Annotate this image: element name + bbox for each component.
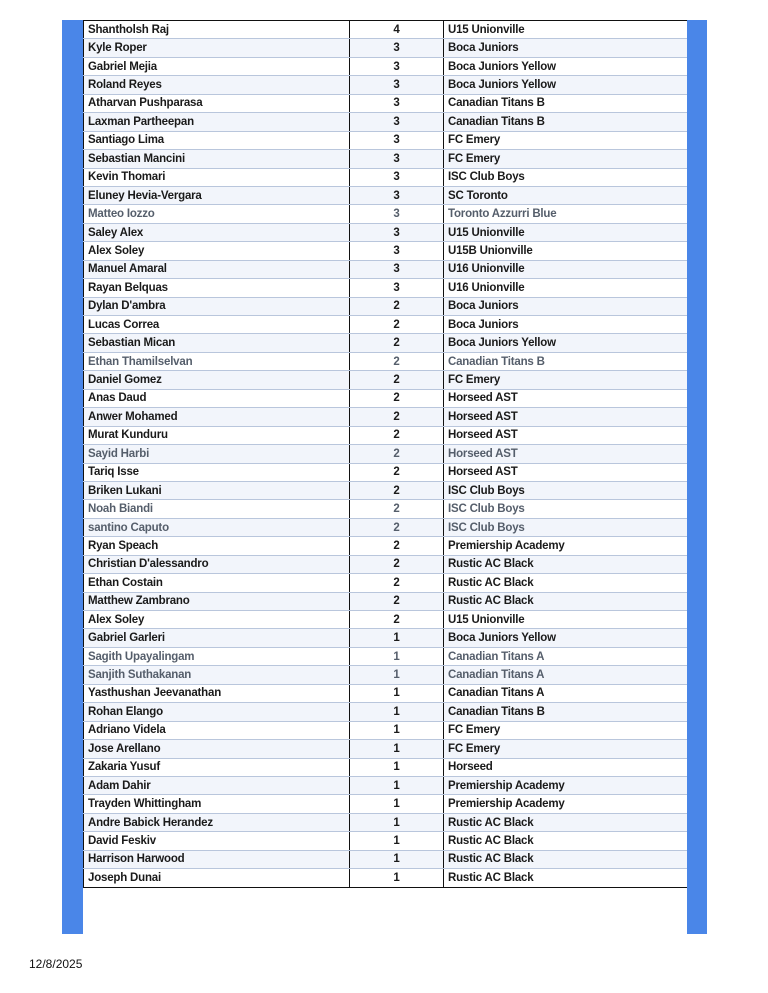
player-name-cell: Andre Babick Herandez xyxy=(84,813,350,831)
goals-cell: 2 xyxy=(350,445,444,463)
table-row xyxy=(84,832,688,850)
player-name-cell: Zakaria Yusuf xyxy=(84,758,350,776)
team-cell: Premiership Academy xyxy=(444,776,688,794)
table-row xyxy=(84,611,688,629)
player-name-cell: Anas Daud xyxy=(84,389,350,407)
goals-cell: 2 xyxy=(350,371,444,389)
table-row xyxy=(84,703,688,721)
team-cell: Boca Juniors Yellow xyxy=(444,76,688,94)
team-cell: U15 Unionville xyxy=(444,223,688,241)
player-name-cell: Shantholsh Raj xyxy=(84,21,350,39)
table-row xyxy=(84,647,688,665)
player-name-cell: Sagith Upayalingam xyxy=(84,647,350,665)
team-cell: U15B Unionville xyxy=(444,242,688,260)
team-cell: Boca Juniors xyxy=(444,39,688,57)
scorers-table-body xyxy=(84,21,688,888)
player-name-cell: Yasthushan Jeevanathan xyxy=(84,684,350,702)
team-cell: ISC Club Boys xyxy=(444,481,688,499)
goals-cell: 2 xyxy=(350,592,444,610)
team-cell: Horseed AST xyxy=(444,408,688,426)
table-row xyxy=(84,776,688,794)
table-row xyxy=(84,740,688,758)
player-name-cell: Sanjith Suthakanan xyxy=(84,666,350,684)
table-row xyxy=(84,279,688,297)
table-row xyxy=(84,758,688,776)
player-name-cell: Lucas Correa xyxy=(84,316,350,334)
table-row xyxy=(84,131,688,149)
player-name-cell: Matthew Zambrano xyxy=(84,592,350,610)
goals-cell: 3 xyxy=(350,186,444,204)
print-date: 12/8/2025 xyxy=(29,957,83,971)
goals-cell: 3 xyxy=(350,168,444,186)
table-row xyxy=(84,168,688,186)
goals-cell: 2 xyxy=(350,537,444,555)
goals-cell: 3 xyxy=(350,39,444,57)
goals-cell: 4 xyxy=(350,21,444,39)
player-name-cell: Joseph Dunai xyxy=(84,869,350,887)
table-row xyxy=(84,721,688,739)
team-cell: SC Toronto xyxy=(444,186,688,204)
table-row xyxy=(84,371,688,389)
table-row xyxy=(84,574,688,592)
table-row xyxy=(84,316,688,334)
player-name-cell: Noah Biandi xyxy=(84,500,350,518)
goals-cell: 1 xyxy=(350,666,444,684)
player-name-cell: Kyle Roper xyxy=(84,39,350,57)
table-row xyxy=(84,445,688,463)
player-name-cell: Sebastian Mican xyxy=(84,334,350,352)
player-name-cell: Harrison Harwood xyxy=(84,850,350,868)
player-name-cell: Santiago Lima xyxy=(84,131,350,149)
goals-cell: 2 xyxy=(350,463,444,481)
goals-cell: 2 xyxy=(350,334,444,352)
team-cell: Rustic AC Black xyxy=(444,555,688,573)
player-name-cell: Anwer Mohamed xyxy=(84,408,350,426)
team-cell: U16 Unionville xyxy=(444,279,688,297)
table-row xyxy=(84,463,688,481)
table-row xyxy=(84,297,688,315)
player-name-cell: Saley Alex xyxy=(84,223,350,241)
player-name-cell: Rohan Elango xyxy=(84,703,350,721)
team-cell: FC Emery xyxy=(444,131,688,149)
team-cell: ISC Club Boys xyxy=(444,168,688,186)
goals-cell: 1 xyxy=(350,832,444,850)
player-name-cell: Gabriel Garleri xyxy=(84,629,350,647)
table-row xyxy=(84,389,688,407)
table-row xyxy=(84,426,688,444)
player-name-cell: Eluney Hevia-Vergara xyxy=(84,186,350,204)
table-row xyxy=(84,113,688,131)
goals-cell: 1 xyxy=(350,629,444,647)
table-row xyxy=(84,666,688,684)
player-name-cell: Rayan Belquas xyxy=(84,279,350,297)
player-name-cell: Daniel Gomez xyxy=(84,371,350,389)
table-row xyxy=(84,813,688,831)
goals-cell: 3 xyxy=(350,260,444,278)
goals-cell: 2 xyxy=(350,297,444,315)
team-cell: FC Emery xyxy=(444,150,688,168)
player-name-cell: David Feskiv xyxy=(84,832,350,850)
team-cell: U16 Unionville xyxy=(444,260,688,278)
team-cell: Horseed xyxy=(444,758,688,776)
table-row xyxy=(84,684,688,702)
table-row xyxy=(84,223,688,241)
table-row xyxy=(84,334,688,352)
team-cell: Canadian Titans B xyxy=(444,113,688,131)
table-row xyxy=(84,186,688,204)
player-name-cell: Dylan D'ambra xyxy=(84,297,350,315)
table-row xyxy=(84,592,688,610)
goals-cell: 3 xyxy=(350,94,444,112)
table-row xyxy=(84,76,688,94)
table-row xyxy=(84,518,688,536)
table-row xyxy=(84,537,688,555)
table-row xyxy=(84,850,688,868)
goals-cell: 1 xyxy=(350,813,444,831)
player-name-cell: Laxman Partheepan xyxy=(84,113,350,131)
team-cell: FC Emery xyxy=(444,371,688,389)
player-name-cell: Kevin Thomari xyxy=(84,168,350,186)
team-cell: Rustic AC Black xyxy=(444,850,688,868)
table-row xyxy=(84,629,688,647)
table-row xyxy=(84,205,688,223)
team-cell: Canadian Titans B xyxy=(444,703,688,721)
table-row xyxy=(84,39,688,57)
team-cell: Boca Juniors xyxy=(444,316,688,334)
team-cell: FC Emery xyxy=(444,721,688,739)
goals-cell: 2 xyxy=(350,481,444,499)
table-row xyxy=(84,795,688,813)
player-name-cell: Roland Reyes xyxy=(84,76,350,94)
table-row xyxy=(84,57,688,75)
player-name-cell: Alex Soley xyxy=(84,242,350,260)
left-accent-stripe xyxy=(62,20,83,934)
goals-cell: 1 xyxy=(350,647,444,665)
table-row xyxy=(84,500,688,518)
goals-cell: 3 xyxy=(350,131,444,149)
table-row xyxy=(84,94,688,112)
team-cell: Premiership Academy xyxy=(444,795,688,813)
team-cell: Boca Juniors Yellow xyxy=(444,334,688,352)
player-name-cell: Briken Lukani xyxy=(84,481,350,499)
player-name-cell: Manuel Amaral xyxy=(84,260,350,278)
team-cell: U15 Unionville xyxy=(444,21,688,39)
table-row xyxy=(84,150,688,168)
player-name-cell: Jose Arellano xyxy=(84,740,350,758)
team-cell: Horseed AST xyxy=(444,463,688,481)
team-cell: ISC Club Boys xyxy=(444,500,688,518)
player-name-cell: santino Caputo xyxy=(84,518,350,536)
team-cell: Horseed AST xyxy=(444,426,688,444)
goals-cell: 3 xyxy=(350,76,444,94)
team-cell: FC Emery xyxy=(444,740,688,758)
goals-cell: 3 xyxy=(350,223,444,241)
table-row xyxy=(84,260,688,278)
player-name-cell: Alex Soley xyxy=(84,611,350,629)
player-name-cell: Sebastian Mancini xyxy=(84,150,350,168)
player-name-cell: Gabriel Mejia xyxy=(84,57,350,75)
table-row xyxy=(84,869,688,887)
goals-cell: 3 xyxy=(350,279,444,297)
team-cell: Premiership Academy xyxy=(444,537,688,555)
table-row xyxy=(84,408,688,426)
right-accent-stripe xyxy=(687,20,707,934)
table-row xyxy=(84,21,688,39)
goals-cell: 1 xyxy=(350,721,444,739)
goals-cell: 2 xyxy=(350,574,444,592)
team-cell: Rustic AC Black xyxy=(444,832,688,850)
player-name-cell: Christian D'alessandro xyxy=(84,555,350,573)
player-name-cell: Trayden Whittingham xyxy=(84,795,350,813)
table-row xyxy=(84,555,688,573)
goals-cell: 2 xyxy=(350,389,444,407)
goals-cell: 2 xyxy=(350,611,444,629)
player-name-cell: Adriano Videla xyxy=(84,721,350,739)
player-name-cell: Tariq Isse xyxy=(84,463,350,481)
team-cell: Horseed AST xyxy=(444,445,688,463)
team-cell: Canadian Titans A xyxy=(444,684,688,702)
goals-cell: 2 xyxy=(350,408,444,426)
goals-cell: 2 xyxy=(350,316,444,334)
team-cell: U15 Unionville xyxy=(444,611,688,629)
team-cell: Toronto Azzurri Blue xyxy=(444,205,688,223)
team-cell: Canadian Titans A xyxy=(444,647,688,665)
table-row xyxy=(84,242,688,260)
goals-cell: 1 xyxy=(350,776,444,794)
player-name-cell: Ethan Thamilselvan xyxy=(84,352,350,370)
goals-cell: 3 xyxy=(350,205,444,223)
team-cell: Rustic AC Black xyxy=(444,592,688,610)
player-name-cell: Ryan Speach xyxy=(84,537,350,555)
goals-cell: 1 xyxy=(350,740,444,758)
team-cell: Rustic AC Black xyxy=(444,574,688,592)
player-name-cell: Atharvan Pushparasa xyxy=(84,94,350,112)
team-cell: Boca Juniors Yellow xyxy=(444,629,688,647)
player-name-cell: Sayid Harbi xyxy=(84,445,350,463)
player-name-cell: Murat Kunduru xyxy=(84,426,350,444)
goals-cell: 3 xyxy=(350,150,444,168)
goals-cell: 3 xyxy=(350,57,444,75)
scorers-table xyxy=(83,20,688,888)
goals-cell: 2 xyxy=(350,500,444,518)
goals-cell: 3 xyxy=(350,242,444,260)
goals-cell: 1 xyxy=(350,850,444,868)
goals-cell: 2 xyxy=(350,555,444,573)
table-row xyxy=(84,352,688,370)
team-cell: Rustic AC Black xyxy=(444,813,688,831)
goals-cell: 3 xyxy=(350,113,444,131)
goals-cell: 1 xyxy=(350,703,444,721)
team-cell: Boca Juniors xyxy=(444,297,688,315)
table-row xyxy=(84,481,688,499)
goals-cell: 2 xyxy=(350,426,444,444)
goals-cell: 2 xyxy=(350,518,444,536)
goals-cell: 2 xyxy=(350,352,444,370)
goals-cell: 1 xyxy=(350,758,444,776)
team-cell: Canadian Titans B xyxy=(444,94,688,112)
team-cell: Canadian Titans B xyxy=(444,352,688,370)
goals-cell: 1 xyxy=(350,795,444,813)
team-cell: Canadian Titans A xyxy=(444,666,688,684)
player-name-cell: Adam Dahir xyxy=(84,776,350,794)
goals-cell: 1 xyxy=(350,684,444,702)
team-cell: ISC Club Boys xyxy=(444,518,688,536)
team-cell: Boca Juniors Yellow xyxy=(444,57,688,75)
team-cell: Horseed AST xyxy=(444,389,688,407)
team-cell: Rustic AC Black xyxy=(444,869,688,887)
goals-cell: 1 xyxy=(350,869,444,887)
player-name-cell: Matteo Iozzo xyxy=(84,205,350,223)
player-name-cell: Ethan Costain xyxy=(84,574,350,592)
